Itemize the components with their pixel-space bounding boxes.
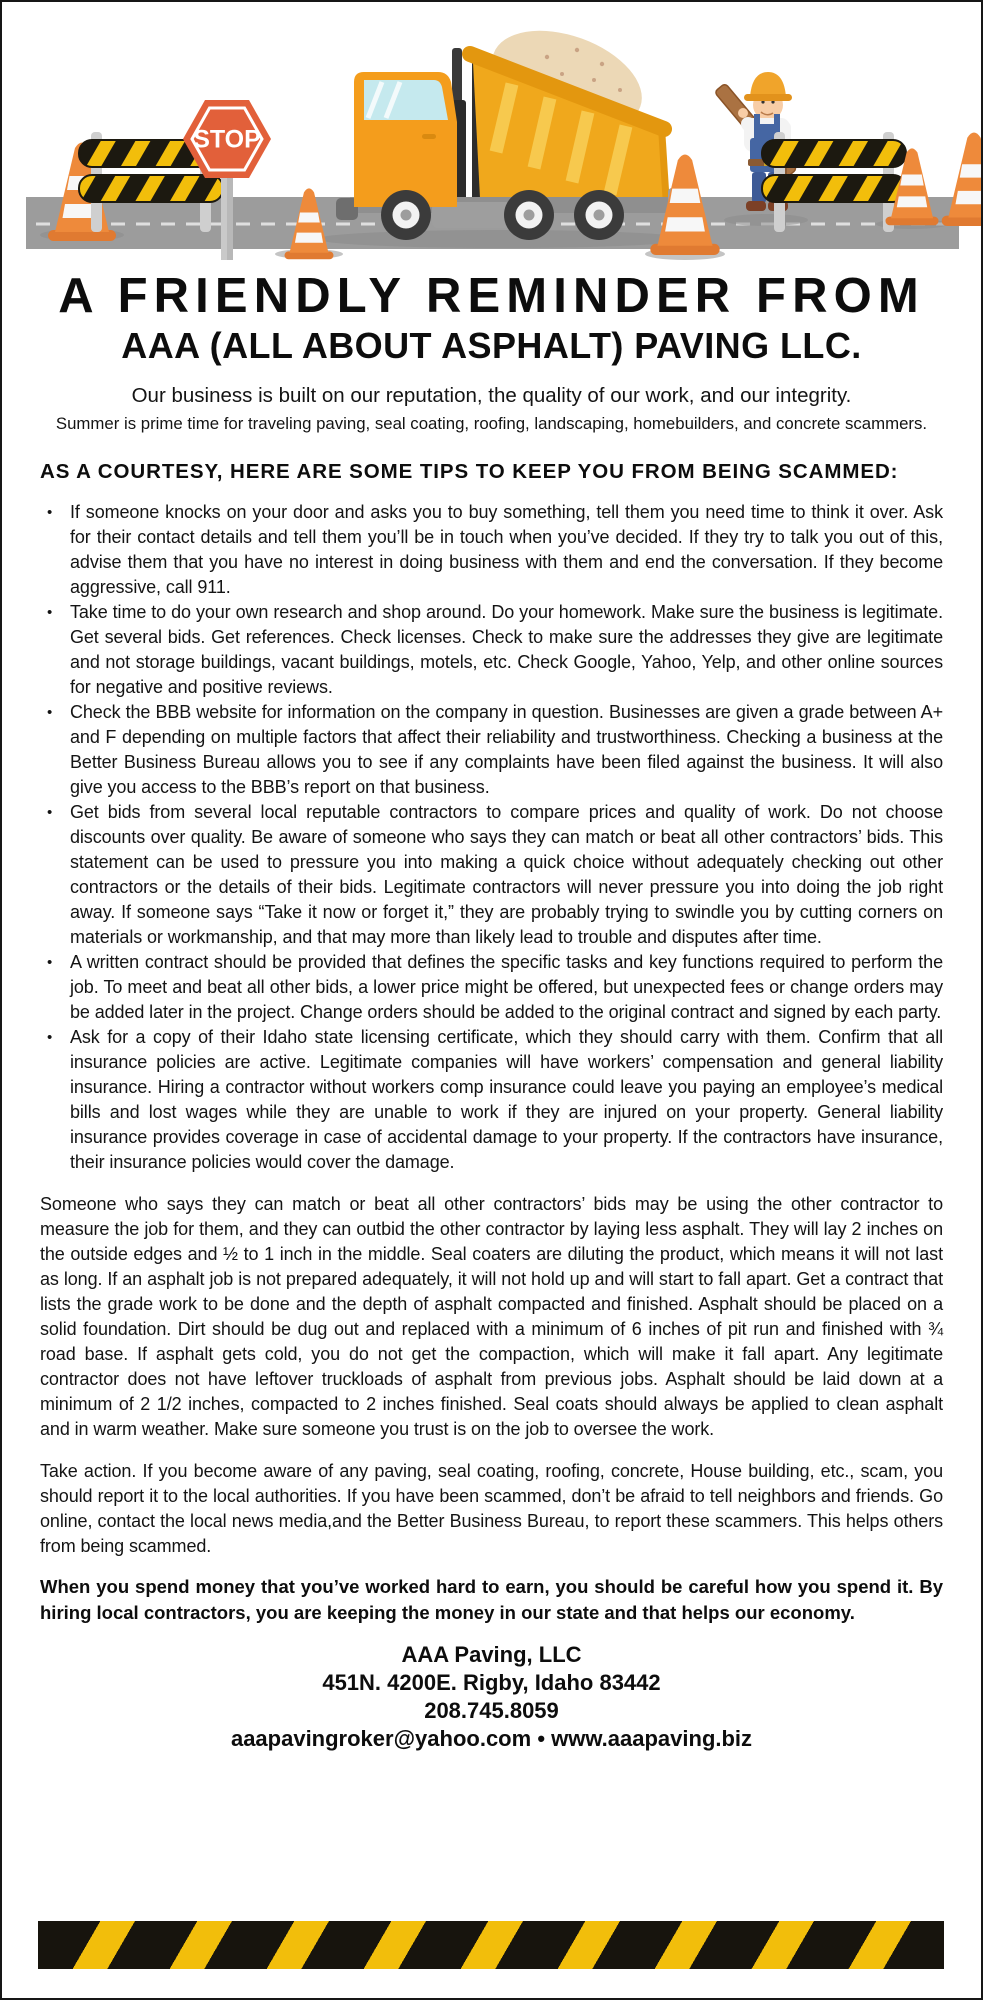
hazard-stripe-band bbox=[38, 1921, 944, 1969]
tip-item: • Check the BBB website for information on the company in question. Businesses are given a grade between A+ and F depending on multiple factors that affect their reliability and trustworthiness. Checking a business at the Better Business Bureau allows you to see if any complaints have been filed against the business. It will also give you access to the BBB’s report on that business. bbox=[40, 700, 943, 800]
tips-section-heading: AS A COURTESY, HERE ARE SOME TIPS TO KEEP YOU FROM BEING SCAMMED: bbox=[40, 459, 899, 483]
company-web-line bbox=[2, 1725, 981, 1753]
bullet-separator: • bbox=[537, 1725, 546, 1751]
company-website: www.aaapaving.biz bbox=[551, 1725, 753, 1751]
business-tagline: Our business is built on our reputation, the quality of our work, and our integrity. bbox=[131, 384, 852, 407]
asphalt-advice-paragraph: Someone who says they can match or beat all other contractors’ bids may be using the other contractor to measure the job for them, and they can outbid the other contractor by laying less asphalt. They will lay 2 inches on the outside edges and ½ to 1 inch in the middle. Seal coaters are diluting the product, which means it will not last as long. If an asphalt job is not prepared adequately, it will not hold up and will start to fall apart. Get a contract that lists the grade work to be done and the depth of asphalt compacted and finished. Asphalt should be placed on a solid foundation. Dirt should be dug out and replaced with a minimum of 6 inches of pit run and finished with ¾ road base. If asphalt gets cold, you do not get the compaction, which will make it fall apart. Any legitimate contractor does not have leftover truckloads of asphalt from previous jobs. Asphalt should be laid down at a minimum of 2 1/2 inches, compacted to 2 inches finished. Seal coats should always be applied to clean asphalt and in warm weather. Make sure someone you trust is on the job to oversee the work. bbox=[40, 1193, 943, 1439]
tip-item: • A written contract should be provided that defines the specific tasks and key functions required to perform the job. To meet and beat all other bids, a lower price might be offered, but unexpected fees or change orders may be added later in the project. Change orders should be added to the original contract and signed by each party. bbox=[40, 950, 943, 1025]
construction-scene-illustration bbox=[2, 2, 981, 260]
page-title-line1: A FRIENDLY REMINDER FROM bbox=[58, 269, 925, 323]
dump-truck-icon bbox=[336, 12, 685, 240]
closing-note: When you spend money that you’ve worked hard to earn, you should be careful how you spend it. By hiring local contractors, you are keeping the money in our state and that helps our economy. bbox=[40, 1575, 943, 1623]
page-title-line2: AAA (ALL ABOUT ASPHALT) PAVING LLC. bbox=[121, 325, 862, 366]
tip-item: • Ask for a copy of their Idaho state licensing certificate, which they should carry with them. Confirm that all insurance policies are active. Legitimate companies will have workers’ compensation and general liability insurance. Hiring a contractor without workers comp insurance could leave you paying an employee’s medical bills and lost wages while they are unable to work if they are injured on your property. General liability insurance provides coverage in case of accidental damage to your property. If the contractors have insurance, their insurance policies would cover the damage. bbox=[40, 1025, 943, 1175]
company-email: aaapavingroker@yahoo.com bbox=[230, 1725, 532, 1751]
scammer-season-warning: Summer is prime time for traveling paving, seal coating, roofing, landscaping, homebuilders, and concrete scammers. bbox=[55, 413, 928, 433]
stop-sign-label: STOP bbox=[193, 125, 261, 154]
company-name: AAA Paving, LLC bbox=[401, 1641, 582, 1667]
contact-block bbox=[2, 1641, 981, 1753]
tip-item: • Take time to do your own research and shop around. Do your homework. Make sure the business is legitimate. Get several bids. Get references. Check licenses. Check to make sure the addresses they give are legitimate and not storage buildings, vacant buildings, motels, etc. Check Google, Yahoo, Yelp, and other online sources for negative and positive reviews. bbox=[40, 600, 943, 700]
tip-item: • If someone knocks on your door and asks you to buy something, tell them you need time to think it over. Ask for their contact details and tell them you’ll be in touch when you’ve decided. If they try to talk you out of this, advise them that you have no interest in doing business with them and end the conversation. If they become aggressive, call 911. bbox=[40, 500, 943, 600]
company-address: 451N. 4200E. Rigby, Idaho 83442 bbox=[322, 1669, 661, 1695]
tips-list bbox=[40, 500, 943, 1175]
take-action-paragraph: Take action. If you become aware of any paving, seal coating, roofing, concrete, House building, etc., scam, you should report it to the local authorities. If you have been scammed, don’t be afraid to tell neighbors and friends. Go online, contact the local news media,and the Better Business Bureau, to report these scammers. This helps others from being scammed. bbox=[40, 1460, 943, 1556]
company-phone: 208.745.8059 bbox=[424, 1697, 559, 1723]
tip-item: • Get bids from several local reputable contractors to compare prices and quality of work. Do not choose discounts over quality. Be aware of someone who says they can match or beat all other contractors’ bids. This statement can be used to pressure you into making a quick choice without adequately checking out other contractors or the details of their bids. Legitimate contractors will never pressure you into doing the job right away. If someone says “Take it now or forget it,” they are probably trying to swindle you by cutting corners on materials or workmanship, and that may more than likely lead to trouble and disputes after time. bbox=[40, 800, 943, 950]
